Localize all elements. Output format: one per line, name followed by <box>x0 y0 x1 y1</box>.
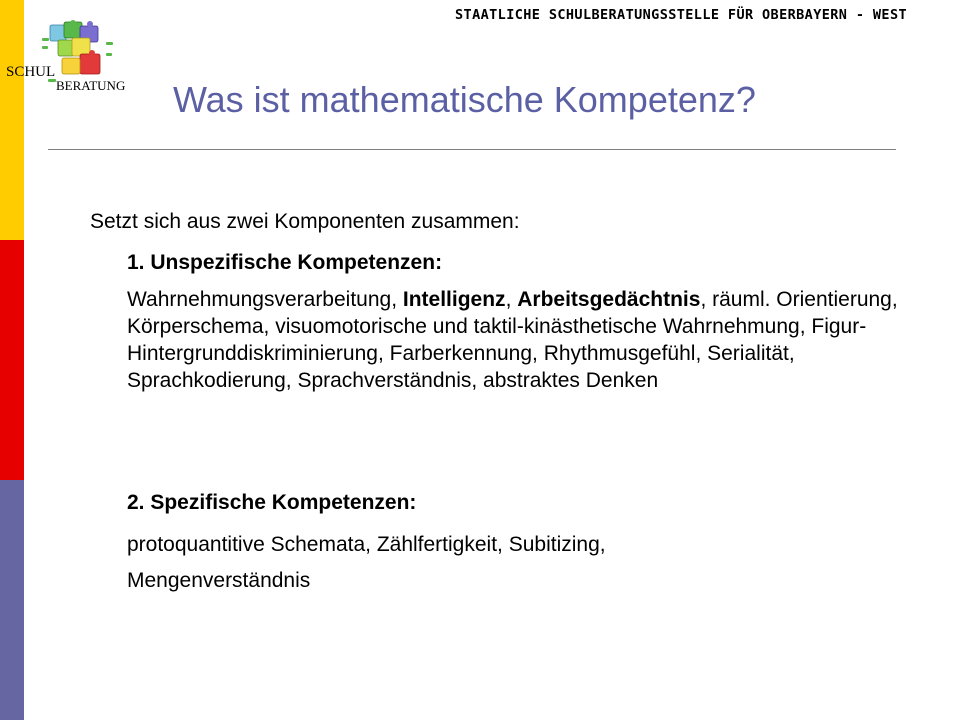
logo-text-beratung: BERATUNG <box>56 78 126 93</box>
section1-text-a: Wahrnehmungsverarbeitung, <box>127 288 403 311</box>
title-divider <box>48 149 896 150</box>
section1-heading: 1. Unspezifische Kompetenzen: <box>127 251 443 274</box>
section2-line-2: Mengenverständnis <box>127 569 311 592</box>
organization-header: STAATLICHE SCHULBERATUNGSSTELLE FÜR OBERBAYERN - WEST <box>455 7 907 23</box>
logo-text-schul: SCHUL <box>6 64 56 80</box>
section1-bold-arbeitsgedaechtnis: Arbeitsgedächtnis <box>517 288 701 311</box>
decor-bar-blue <box>0 480 24 720</box>
section1-paragraph <box>127 286 907 394</box>
intro-text: Setzt sich aus zwei Komponenten zusammen: <box>90 210 520 233</box>
section1-bold-intelligenz: Intelligenz <box>402 288 506 311</box>
decor-bar-red <box>0 240 24 480</box>
section2-line-1: protoquantitive Schemata, Zählfertigkeit, Subitizing, <box>127 533 606 556</box>
slide-title: Was ist mathematische Kompetenz? <box>173 79 756 120</box>
section1-text-b: , <box>505 288 518 311</box>
schulberatung-logo <box>6 14 131 94</box>
section1-text-c: , räuml. Orientierung, Körperschema, visuomotorische und taktil-kinästhetische Wahrnehmung, Figur-Hintergrunddiskriminierung, Farberkennung, Rhythmusgefühl, Serialität, Sprachkodierung, Sprachverständnis, abstraktes Denken <box>127 288 898 392</box>
section2-heading: 2. Spezifische Kompetenzen: <box>127 491 417 514</box>
